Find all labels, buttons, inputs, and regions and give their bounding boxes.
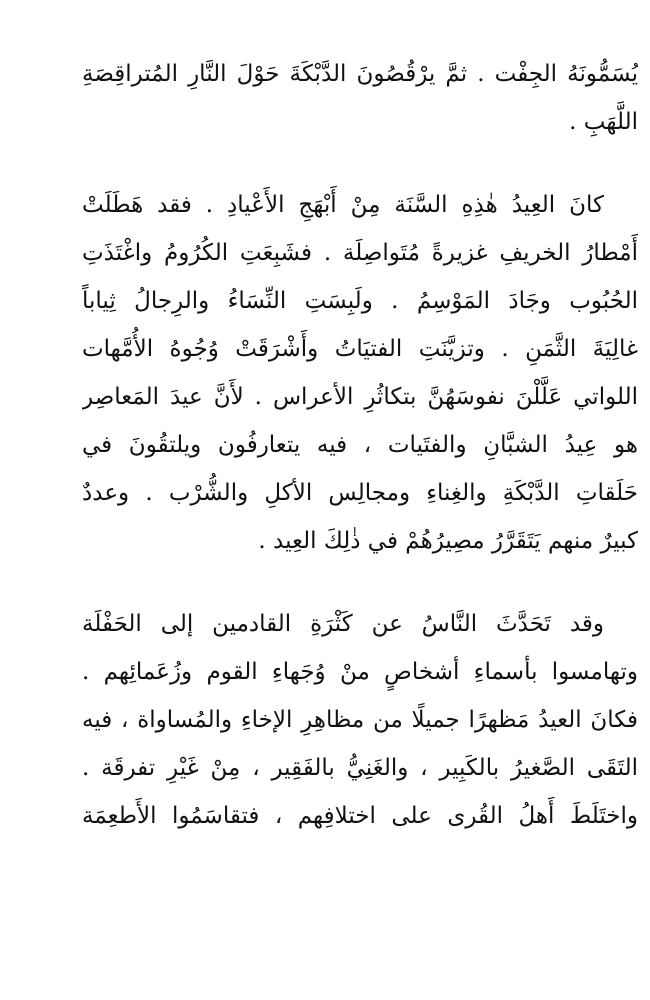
text-line: الحُبُوب وجَادَ المَوْسِمُ . ولَبِسَتِ النِّسَاءُ والرِجالُ ثِياباً (82, 288, 638, 314)
text-line: حَلَقاتِ الدَّبْكَةِ والغِناءِ ومجالِس الأكلِ والشُّرْب . وعددٌ (82, 480, 638, 506)
text-line: كبيرٌ منهم يَتَقَرَّرُ مصِيرُهُمْ في ذٰلِكَ العِيد . (258, 528, 638, 554)
text-line: اللَّهَبِ . (569, 109, 638, 135)
text-line: يُسَمُّونَهُ الجِفْت . ثمَّ يرْقُصُونَ الدَّبْكَةَ حَوْلَ النَّارِ المُتراقِصَةِ (82, 61, 638, 87)
paragraph-1 (82, 50, 638, 146)
text-line: كانَ العِيدُ هٰذِهِ السَّنَة مِنْ أَبْهَجِ الأَعْيادِ . فقد هَطَلَتْ (82, 192, 604, 218)
book-page (82, 50, 638, 840)
text-line: واختَلَطَ أَهلُ القُرى على اختلافِهم ، فتقاسَمُوا الأَطعِمَة (82, 803, 638, 829)
text-line: غالِيَةَ الثَّمَنِ . وتزيَّنَتِ الفتيَاتُ وأَشْرَقَتْ وُجُوهُ الأُمَّهات (82, 336, 638, 362)
text-line: التَقَى الصَّغيرُ بالكَبِير ، والغَنِيُّ بالفَقِير ، مِنْ غَيْرِ تفرقَة . (82, 755, 638, 781)
text-line: فكانَ العيدُ مَظهرًا جميلًا من مظاهِرِ الإخاءِ والمُساواة ، فيه (82, 707, 638, 733)
text-line: وقد تَحَدَّثَ النَّاسُ عن كَثْرَةِ القادمين إلى الحَفْلَة (82, 611, 604, 637)
paragraph-3 (82, 600, 638, 840)
text-line: أَمْطارُ الخريفِ غزيرةً مُتَواصِلَة . فشَبِعَتِ الكُرُومُ واغْتَذَتِ (82, 240, 638, 266)
text-line: اللواتي عَلَّلْنَ نفوسَهُنَّ بتكاثُرِ الأعراس . لأَنَّ عيدَ المَعاصِر (82, 384, 638, 410)
text-line: وتهامسوا بأسماءِ أشخاصٍ منْ وُجَهاءِ القوم وزُعَمائِهم . (82, 659, 638, 685)
text-line: هو عِيدُ الشبَّانِ والفتَيات ، فيه يتعارفُون ويلتقُونَ في (82, 432, 638, 458)
paragraph-2 (82, 181, 638, 565)
